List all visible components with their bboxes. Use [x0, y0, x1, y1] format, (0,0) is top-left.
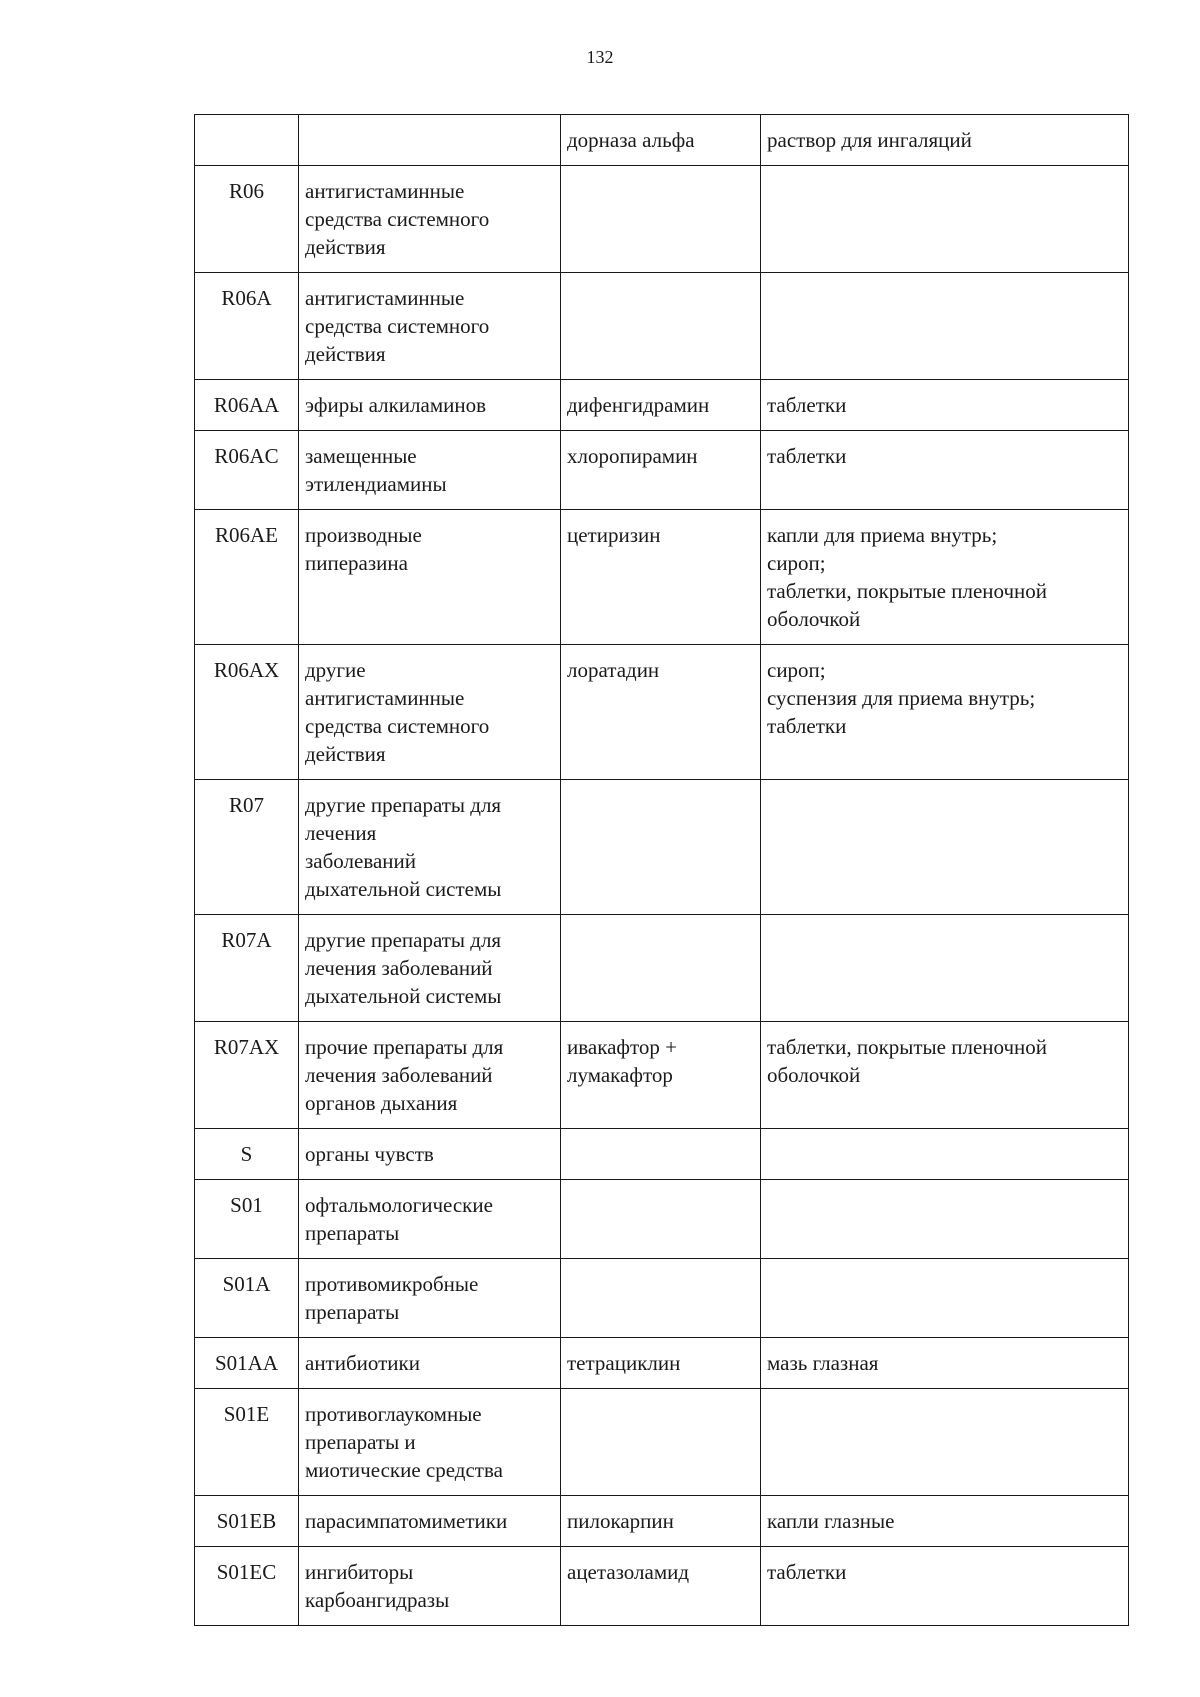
drug-name-cell: [561, 166, 761, 273]
drug-name-cell: [561, 1129, 761, 1180]
table-row: [195, 780, 1129, 915]
dosage-form-cell: мазь глазная: [761, 1338, 1129, 1389]
table-row: [195, 431, 1129, 510]
table-row: [195, 166, 1129, 273]
atc-drug-table: [194, 114, 1129, 1626]
dosage-form-cell: [761, 166, 1129, 273]
drug-name-cell: ивакафтор + лумакафтор: [561, 1022, 761, 1129]
atc-code-cell: R06A: [195, 273, 299, 380]
dosage-form-cell: [761, 1259, 1129, 1338]
table-row: [195, 273, 1129, 380]
anatomical-group-cell: замещенные этилендиамины: [299, 431, 561, 510]
table-row: [195, 115, 1129, 166]
page-number: 132: [586, 47, 614, 67]
table-row: [195, 645, 1129, 780]
atc-code-cell: R06AE: [195, 510, 299, 645]
anatomical-group-cell: противоглаукомные препараты и миотические средства: [299, 1389, 561, 1496]
drug-name-cell: лоратадин: [561, 645, 761, 780]
anatomical-group-cell: эфиры алкиламинов: [299, 380, 561, 431]
dosage-form-cell: [761, 1389, 1129, 1496]
atc-code-cell: R06AA: [195, 380, 299, 431]
atc-code-cell: S: [195, 1129, 299, 1180]
table-row: [195, 1389, 1129, 1496]
dosage-form-cell: сироп; суспензия для приема внутрь; таблетки: [761, 645, 1129, 780]
anatomical-group-cell: прочие препараты для лечения заболеваний органов дыхания: [299, 1022, 561, 1129]
dosage-form-cell: раствор для ингаляций: [761, 115, 1129, 166]
table-row: [195, 1022, 1129, 1129]
drug-name-cell: цетиризин: [561, 510, 761, 645]
atc-code-cell: R07AX: [195, 1022, 299, 1129]
atc-code-cell: S01AA: [195, 1338, 299, 1389]
anatomical-group-cell: противомикробные препараты: [299, 1259, 561, 1338]
anatomical-group-cell: антигистаминные средства системного действия: [299, 273, 561, 380]
dosage-form-cell: таблетки, покрытые пленочной оболочкой: [761, 1022, 1129, 1129]
drug-name-cell: пилокарпин: [561, 1496, 761, 1547]
dosage-form-cell: [761, 915, 1129, 1022]
dosage-form-cell: капли для приема внутрь; сироп; таблетки, покрытые пленочной оболочкой: [761, 510, 1129, 645]
anatomical-group-cell: [299, 115, 561, 166]
dosage-form-cell: [761, 273, 1129, 380]
table-row: [195, 915, 1129, 1022]
drug-name-cell: ацетазоламид: [561, 1547, 761, 1626]
anatomical-group-cell: производные пиперазина: [299, 510, 561, 645]
drug-name-cell: тетрациклин: [561, 1338, 761, 1389]
drug-name-cell: [561, 915, 761, 1022]
atc-code-cell: [195, 115, 299, 166]
dosage-form-cell: [761, 1129, 1129, 1180]
anatomical-group-cell: другие антигистаминные средства системного действия: [299, 645, 561, 780]
dosage-form-cell: таблетки: [761, 380, 1129, 431]
dosage-form-cell: [761, 1180, 1129, 1259]
table-row: [195, 1338, 1129, 1389]
atc-code-cell: R07: [195, 780, 299, 915]
atc-code-cell: R06AX: [195, 645, 299, 780]
anatomical-group-cell: другие препараты для лечения заболеваний дыхательной системы: [299, 780, 561, 915]
dosage-form-cell: таблетки: [761, 1547, 1129, 1626]
drug-name-cell: дифенгидрамин: [561, 380, 761, 431]
anatomical-group-cell: антигистаминные средства системного действия: [299, 166, 561, 273]
anatomical-group-cell: парасимпатомиметики: [299, 1496, 561, 1547]
drug-name-cell: [561, 780, 761, 915]
atc-code-cell: S01: [195, 1180, 299, 1259]
atc-code-cell: R06AC: [195, 431, 299, 510]
table-row: [195, 1180, 1129, 1259]
anatomical-group-cell: офтальмологические препараты: [299, 1180, 561, 1259]
table-row: [195, 1496, 1129, 1547]
anatomical-group-cell: другие препараты для лечения заболеваний дыхательной системы: [299, 915, 561, 1022]
drug-name-cell: [561, 273, 761, 380]
anatomical-group-cell: ингибиторы карбоангидразы: [299, 1547, 561, 1626]
drug-name-cell: [561, 1259, 761, 1338]
anatomical-group-cell: антибиотики: [299, 1338, 561, 1389]
atc-code-cell: S01EC: [195, 1547, 299, 1626]
dosage-form-cell: таблетки: [761, 431, 1129, 510]
table-row: [195, 1129, 1129, 1180]
drug-name-cell: дорназа альфа: [561, 115, 761, 166]
anatomical-group-cell: органы чувств: [299, 1129, 561, 1180]
drug-name-cell: [561, 1389, 761, 1496]
table-row: [195, 380, 1129, 431]
atc-code-cell: S01E: [195, 1389, 299, 1496]
dosage-form-cell: [761, 780, 1129, 915]
table-row: [195, 510, 1129, 645]
table-row: [195, 1547, 1129, 1626]
drug-name-cell: хлоропирамин: [561, 431, 761, 510]
atc-code-cell: R07A: [195, 915, 299, 1022]
atc-code-cell: R06: [195, 166, 299, 273]
atc-code-cell: S01A: [195, 1259, 299, 1338]
dosage-form-cell: капли глазные: [761, 1496, 1129, 1547]
drug-name-cell: [561, 1180, 761, 1259]
table-row: [195, 1259, 1129, 1338]
atc-code-cell: S01EB: [195, 1496, 299, 1547]
